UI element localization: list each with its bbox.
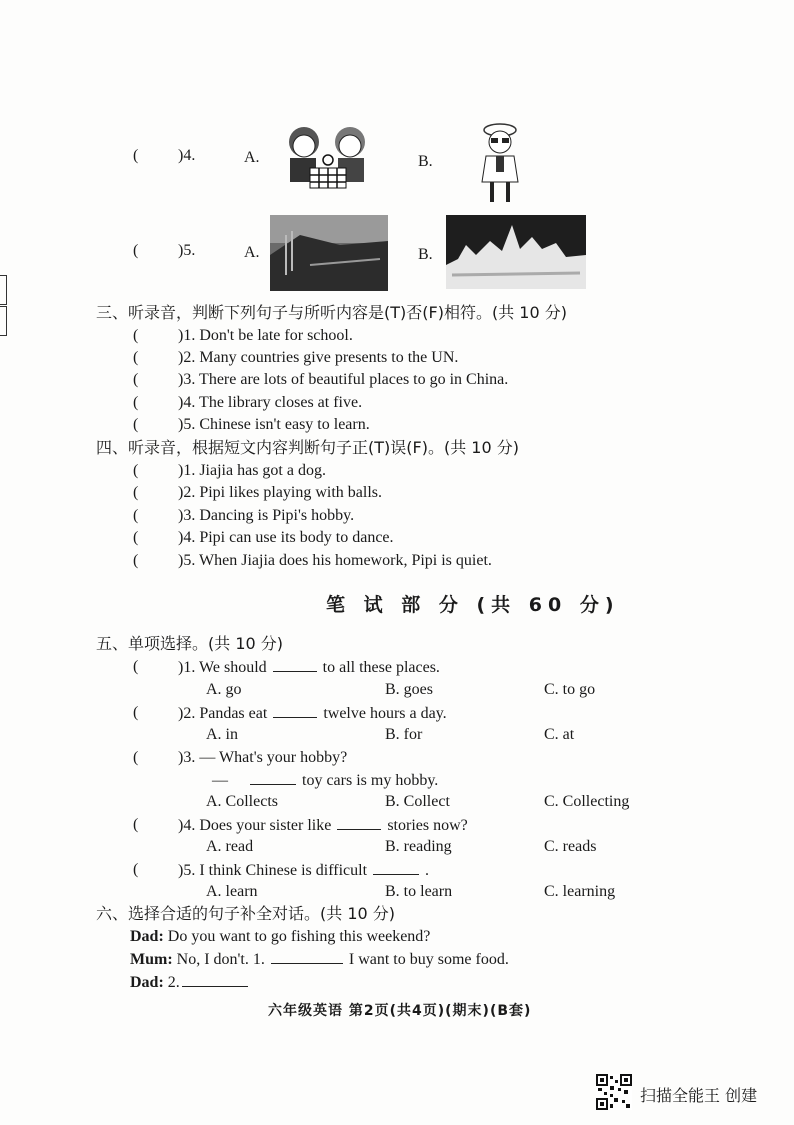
binding-mark (0, 275, 7, 305)
speaker: Dad: (130, 928, 164, 945)
list-item: )5. When Jiajia does his homework, Pipi is quiet. (178, 552, 492, 569)
list-item: )1. Jiajia has got a dog. (178, 462, 326, 479)
question-number: )5. (178, 242, 196, 259)
option-label: A. (244, 149, 260, 166)
ice-sculpture-photo[interactable] (446, 215, 586, 289)
list-item: )2. Pipi likes playing with balls. (178, 484, 382, 501)
option-b: B. reading (385, 838, 452, 855)
list-item: )3. Dancing is Pipi's hobby. (178, 507, 355, 524)
option-a: A. Collects (206, 793, 278, 810)
option-label: B. (418, 246, 433, 263)
option-c: C. reads (544, 838, 597, 855)
question-text: )3. — What's your hobby? (178, 749, 348, 766)
scanner-watermark-text: 扫描全能王 创建 (640, 1086, 758, 1105)
option-c: C. at (544, 726, 575, 743)
confused-man-picture[interactable] (470, 120, 530, 206)
list-item: )4. The library closes at five. (178, 394, 363, 411)
page-footer: 六年级英语 第2页(共4页)(期末)(B套) (268, 1003, 532, 1019)
question-text: )4. Does your sister like stories now? (178, 817, 468, 834)
section-5-title: 五、单项选择。(共 10 分) (96, 634, 284, 653)
section-6-title: 六、选择合适的句子补全对话。(共 10 分) (96, 904, 396, 923)
option-b: B. goes (385, 681, 433, 698)
answer-blank[interactable] (271, 949, 343, 964)
option-a: A. read (206, 838, 254, 855)
answer-blank[interactable] (273, 657, 317, 672)
question-number: )4. (178, 147, 196, 164)
question-text: )2. Pandas eat twelve hours a day. (178, 705, 447, 722)
answer-blank[interactable] (250, 770, 296, 785)
option-a: A. learn (206, 883, 258, 900)
kids-playing-chess-picture[interactable] (278, 122, 378, 194)
list-item: )2. Many countries give presents to the UN. (178, 349, 459, 366)
question-text: )1. We should to all these places. (178, 659, 440, 676)
list-item: )3. There are lots of beautiful places to go in China. (178, 371, 509, 388)
answer-blank[interactable] (373, 860, 419, 875)
option-b: B. to learn (385, 883, 453, 900)
option-c: C. to go (544, 681, 596, 698)
answer-blank[interactable] (182, 972, 248, 987)
list-item: )4. Pipi can use its body to dance. (178, 529, 394, 546)
option-b: B. for (385, 726, 423, 743)
qr-code-icon (596, 1074, 632, 1110)
option-c: C. Collecting (544, 793, 630, 810)
option-label: A. (244, 244, 260, 261)
question-text: )5. I think Chinese is difficult . (178, 862, 430, 879)
option-a: A. in (206, 726, 238, 743)
binding-mark (0, 306, 7, 336)
option-b: B. Collect (385, 793, 450, 810)
option-label: B. (418, 153, 433, 170)
list-item: )5. Chinese isn't easy to learn. (178, 416, 370, 433)
question-text-line-2: — toy cars is my hobby. (212, 772, 439, 789)
option-c: C. learning (544, 883, 616, 900)
speaker: Dad: (130, 974, 164, 991)
answer-blank[interactable] (273, 703, 317, 718)
option-a: A. go (206, 681, 242, 698)
answer-blank[interactable] (337, 815, 381, 830)
section-3-title: 三、听录音，判断下列句子与所听内容是(T)否(F)相符。(共 10 分) (96, 303, 567, 322)
section-4-title: 四、听录音，根据短文内容判断句子正(T)误(F)。(共 10 分) (96, 438, 519, 457)
dialogue-line: Mum: No, I don't. 1. I want to buy some food. (130, 951, 509, 968)
list-item: )1. Don't be late for school. (178, 327, 353, 344)
written-part-title: 笔 试 部 分 (共 60 分) (326, 594, 620, 616)
speaker: Mum: (130, 951, 173, 968)
building-photo[interactable] (270, 215, 388, 291)
dialogue-line: Dad: Do you want to go fishing this weekend? (130, 928, 431, 945)
dialogue-line: Dad: 2. (130, 972, 254, 993)
